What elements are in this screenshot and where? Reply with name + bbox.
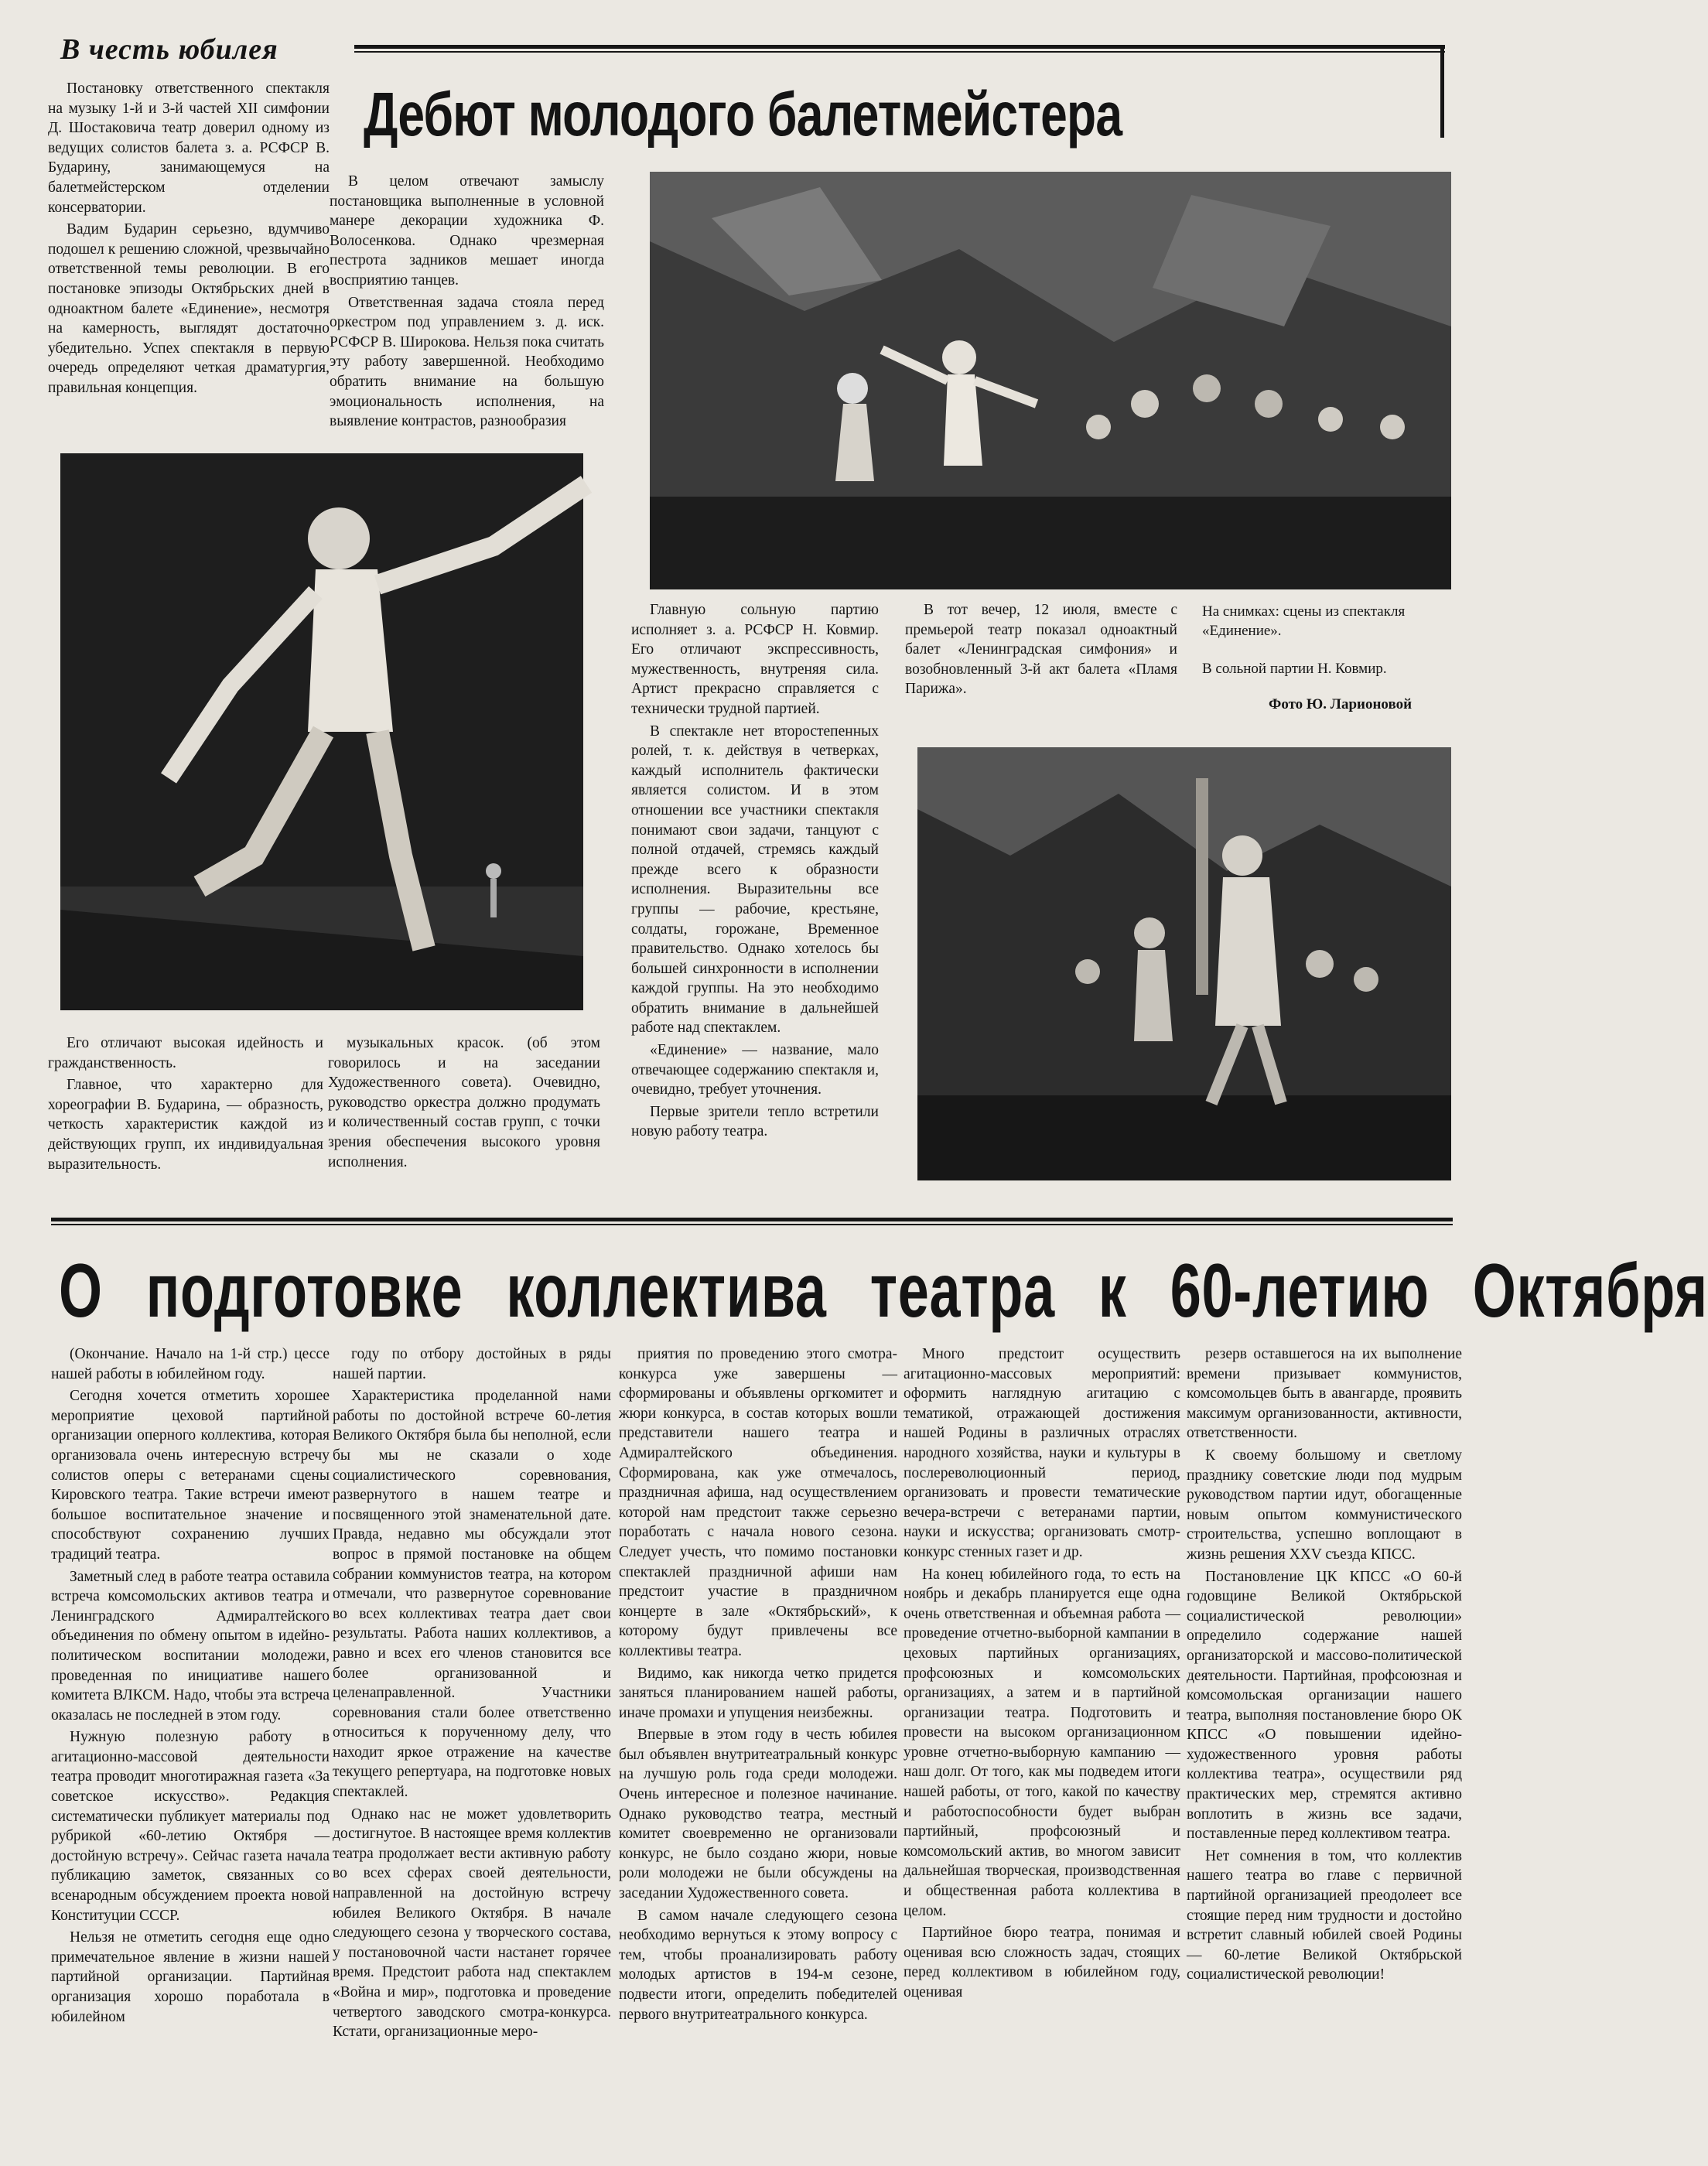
paragraph: Партийное бюро театра, понимая и оценивая всю сложность задач, стоящих перед коллективом в юбилейном году, оценивая — [904, 1925, 1180, 2000]
photo-caption-soloist: В сольной партии Н. Ковмир. — [1202, 661, 1387, 677]
article2-column-1 — [51, 1344, 330, 2157]
paragraph: приятия по проведению этого смотра-конкурса уже завершены — сформированы и объявлены оргкомитет и жюри конкурса, в состав которых вошли представители нашего театра и Адмиралтейского объединения. Сформирована, как уже отмечалось, праздничная афиша, над осуществлением которой нам предстоит также серьезно поработать с начала нового сезона. Следует учесть, что помимо постановки спектаклей праздничной афиши нам предстоит участие в праздничном концерте в зале «Октябрьский», к которому будут привлечены все коллективы театра. — [619, 1346, 897, 1659]
paragraph: Однако нас не может удовлетворить достигнутое. В настоящее время коллектив театра продолжает вести активную работу во всех сферах своей деятельности, направленной на достойную встречу юбилея Великого Октября. В начале следующего сезона у творческого состава, у постановочной части настанет горячее время. Предстоит работа над спектаклем «Война и мир», подготовка и проведение четвертого заводского смотра-конкурса. Кстати, организационные меро- — [333, 1806, 611, 2041]
section-divider-rule-thin — [51, 1224, 1453, 1225]
right-bracket-rule — [1440, 45, 1444, 138]
paragraph: Нужную полезную работу в агитационно-массовой деятельности театра проводит многотиражная газета «За советское искусство». Редакция систематически публикует материалы под рубрикой «60-летию Октября — достойную встречу». Сейчас газета начала публикацию заметок, связанных со всенародным обсуждением проекта новой Конституции СССР. — [51, 1729, 330, 1924]
paragraph: В спектакле нет второстепенных ролей, т. к. действуя в четверках, каждый исполнитель фактически является солистом. И в этом отношении все участники спектакля понимают свои задачи, танцуют с полной отдачей, стремясь каждый прежде всего к образности исполнения. Выразительны все группы — рабочие, крестьяне, солдаты, горожане, Временное правительство. Однако хотелось бы большей синхронности в исполнении каждой группы. На это необходимо обратить внимание в дальнейшей работе над спектаклем. — [631, 723, 879, 1037]
rubric-rule-thin — [354, 51, 1445, 53]
paragraph: К своему большому и светлому празднику советские люди под мудрым руководством партии идут, обогащенные новым опытом коммунистического строительства, успешно воплощают в жизнь решения XXV съезда КПСС. — [1187, 1447, 1462, 1563]
article1-column-e — [631, 600, 879, 1188]
paragraph: Постановление ЦК КПСС «О 60-й годовщине Великой Октябрьской социалистической революции» определило содержание нашей организаторской и массово-политической деятельности. Партийная, профсоюзная и комсомольская организации нашего театра, выполняя постановление бюро ОК КПСС «О повышении идейно-художественного уровня работы коллектива театра», осуществили ряд практических мер, стремятся активно воплотить в жизнь все задачи, поставленные перед коллективом театра. — [1187, 1568, 1462, 1843]
article2-column-3 — [619, 1344, 897, 2157]
paragraph: году по отбору достойных в ряды нашей партии. — [333, 1346, 611, 1382]
paragraph: Его отличают высокая идейность и гражданственность. — [48, 1035, 323, 1071]
photo-group-scene — [650, 172, 1451, 589]
paragraph: В целом отвечают замыслу постановщика выполненные в условной манере декорации художника Ф. Волосенкова. Однако чрезмерная пестрота задников мешает иногда восприятию танцев. — [330, 173, 604, 289]
paragraph: На конец юбилейного года, то есть на ноябрь и декабрь планируется еще одна очень ответственная и объемная работа — проведение отчетно-выборной кампании в цеховых партийных организациях, профсоюзных и комсомольских организациях, а затем и в партийной организации театра. Подготовить и провести на высоком организационном уровне отчетно-выборную кампанию — наш долг. От того, как мы подведем итоги нашей работы, от того, какой по качеству и работоспособности будет выбран партийный, профсоюзный и комсомольский актив, во многом зависит дальнейшая творческая, производственная и общественная работа коллектива в целом. — [904, 1566, 1180, 1919]
paragraph: Много предстоит осуществить агитационно-массовых мероприятий: оформить наглядную агитацию с тематикой, отражающей достижения нашей Родины в различных отраслях народного хозяйства, науки и культуры в послереволюционный период, организовать и провести тематические вечера-встречи с ветеранами партии, науки и искусства; организовать смотр-конкурс стенных газет и др. — [904, 1346, 1180, 1560]
paragraph: Нельзя не отметить сегодня еще одно примечательное явление в жизни нашей партийной организации. Партийная организация хорошо поработала в юбилейном — [51, 1929, 330, 2025]
paragraph: Нет сомнения в том, что коллектив нашего театра во главе с первичной партийной организацией преодолеет все стоящие перед ним трудности и достойно встретит славный юбилей своей Родины — 60-летие Великой Октябрьской социалистической революции! — [1187, 1847, 1462, 1983]
paragraph: резерв оставшегося на их выполнение времени призывает коммунистов, комсомольцев быть в авангарде, проявить максимум организованности, активности, ответственности. — [1187, 1346, 1462, 1442]
article1-column-d — [328, 1033, 600, 1196]
group-scene-illustration — [650, 172, 1451, 589]
photo-caption-scenes: На снимках: сцены из спектакля «Единение». — [1202, 603, 1406, 639]
paragraph: Сегодня хочется отметить хорошее мероприятие цеховой партийной организации оперного коллектива, которая организовала очень интересную встречу солистов оперы с ветеранами сцены Кировского театра. Такие встречи имеют большое воспитательное значение и способствуют сохранению лучших традиций театра. — [51, 1388, 330, 1563]
article2-column-5 — [1187, 1344, 1462, 2157]
article2-column-4 — [904, 1344, 1180, 2157]
paragraph: Главную сольную партию исполняет з. а. РСФСР Н. Ковмир. Его отличают экспрессивность, мужественность, внутреняя сила. Артист прекрасно справляется с технически трудной партией. — [631, 602, 879, 717]
paragraph: Заметный след в работе театра оставила встреча комсомольских активов театра и Ленинградского Адмиралтейского объединения по обмену опытом в идейно-политическом воспитании молодежи, проведенная по инициативе нашего комитета ВЛКСМ. Надо, чтобы эта встреча оказалась не последней в этом году. — [51, 1568, 330, 1724]
article-title-debut: Дебют молодого балетмейстера — [364, 80, 1122, 149]
paragraph: В самом начале следующего сезона необходимо вернуться к этому вопросу с тем, чтобы проанализировать работу молодых артистов в 194-м сезоне, подвести итоги, определить победителей первого внутритеатрального конкурса. — [619, 1907, 897, 2023]
article1-column-c — [48, 1033, 323, 1196]
rubric-rule — [354, 45, 1445, 49]
photo-soloist — [60, 453, 583, 1010]
paragraph: Характеристика проделанной нами работы по достойной встрече 60-летия Великого Октября была бы неполной, если бы мы не сказали о ходе социалистического соревнования, развернутого в нашем театре и посвященного этой знаменательной дате. Правда, недавно мы обсуждали этот вопрос в прямой постановке на общем собрании коммунистов театра, на котором отмечали, что развернутое соревнование во всех коллективах театра дает свои результаты. Работа наших коллективов, а равно и всех его членов становится все более организованной и целенаправленной. Участники соревнования стали более ответственно относиться к порученному делу, что находит яркое отражение на качестве текущего репертуара, на подготовке новых спектаклей. — [333, 1388, 611, 1801]
photo-credit: Фото Ю. Ларионовой — [1269, 696, 1413, 712]
paragraph: (Окончание. Начало на 1-й стр.) цессе нашей работы в юбилейном году. — [51, 1346, 330, 1382]
paragraph: «Единение» — название, мало отвечающее содержанию спектакля и, очевидно, требует уточнения. — [631, 1042, 879, 1098]
paragraph: Впервые в этом году в честь юбилея был объявлен внутритеатральный конкурс на лучшую роль года среди молодежи. Очень интересное и полезное начинание. Однако руководство театра, местный комитет своевременно не организовали конкурс, не было создано жюри, новые роли молодежи не были обсуждены на заседании Художественного совета. — [619, 1727, 897, 1902]
section-rubric: В честь юбилея — [60, 33, 278, 66]
photo-revolution-scene — [917, 747, 1451, 1180]
article1-column-a — [48, 79, 330, 439]
paragraph: Вадим Бударин серьезно, вдумчиво подошел к решению сложной, чрезвычайно ответственной темы революции. В его постановке эпизоды Октябрьских дней в одноактном балете «Единение», несмотря на камерность, выглядят достаточно убедительно. Успех спектакля в первую очередь определяют четкая драматургия, правильная концепция. — [48, 221, 330, 396]
section-divider-rule — [51, 1218, 1453, 1221]
article2-column-2 — [333, 1344, 611, 2157]
article-title-preparation: О подготовке коллектива театра к 60-летию Октября — [59, 1248, 1708, 1333]
paragraph: Постановку ответственного спектакля на музыку 1-й и 3-й частей XII симфонии Д. Шостаковича театр доверил одному из ведущих солистов балета з. а. РСФСР В. Бударину, занимающемуся на балетмейстерском отделении консерватории. — [48, 80, 330, 216]
paragraph: Видимо, как никогда четко придется заняться планированием нашей работы, иначе промахи и упущения неизбежны. — [619, 1665, 897, 1721]
article1-column-b — [330, 172, 604, 439]
revolution-scene-illustration — [917, 747, 1451, 1180]
article1-column-f — [905, 600, 1177, 732]
paragraph: Главное, что характерно для хореографии В. Бударина, — образность, четкость характеристик каждой из действующих групп, их индивидуальная выразительность. — [48, 1077, 323, 1173]
paragraph: Первые зрители тепло встретили новую работу театра. — [631, 1103, 879, 1140]
paragraph: музыкальных красок. (об этом говорилось и на заседании Художественного совета). Очевидно, руководство оркестра должно продумать и количественный состав групп, с точки зрения обеспечения высокого уровня исполнения. — [328, 1035, 600, 1170]
paragraph: В тот вечер, 12 июля, вместе с премьерой театр показал одноактный балет «Ленинградская симфония» и возобновленный 3-й акт балета «Пламя Парижа». — [905, 602, 1177, 698]
soloist-illustration — [60, 453, 583, 1010]
paragraph: Ответственная задача стояла перед оркестром под управлением з. д. иск. РСФСР В. Широкова. Нельзя пока считать эту работу завершенной. Необходимо обратить внимание на большую эмоциональность исполнения, на выявление контрастов, разнообразия — [330, 294, 604, 430]
